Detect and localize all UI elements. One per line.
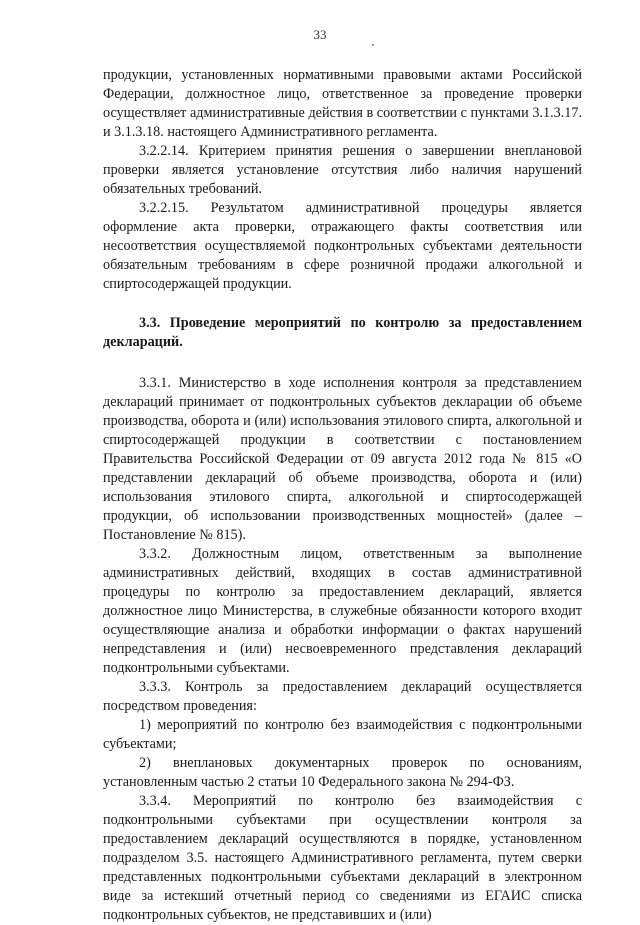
section-heading-3-3: 3.3. Проведение мероприятий по контролю за предоставлением деклараций. xyxy=(103,315,582,350)
list-item-1: 1) мероприятий по контролю без взаимодействия с подконтрольными субъектами; xyxy=(103,717,582,752)
scan-speck xyxy=(372,44,374,46)
paragraph-3-3-1: 3.3.1. Министерство в ходе исполнения контроля за представлением деклараций принимает от подконтрольных субъектов декларации об объеме производства, оборота и (или) использования этилового спирта, алкогольной и спиртосодержащей продукции в соответствии с постановлением Правительства Российской Федерации от 09 августа 2012 года № 815 «О представлении деклараций об объеме производства, оборота и (или) использования этилового спирта, алкогольной и спиртосодержащей продукции, об использовании производственных мощностей» (далее – Постановление № 815). xyxy=(103,375,582,543)
paragraph-3-3-4: 3.3.4. Мероприятий по контролю без взаимодействия с подконтрольными субъектами при осуществлении контроля за предоставлением деклараций осуществляются в порядке, установленном подразделом 3.5. настоящего Административного регламента, путем сверки представленных подконтрольными субъектами деклараций в электронном виде за истекший отчетный период со сведениями из ЕГАИС списка подконтрольных субъектов, не представивших и (или) xyxy=(103,793,582,923)
paragraph-3-3-2: 3.3.2. Должностным лицом, ответственным за выполнение административных действий, входящих в состав административной процедуры по контролю за предоставлением деклараций, является должностное лицо Министерства, в служебные обязанности которого входит осуществляющие анализа и обработки информации о фактах нарушений непредставления и (или) несвоевременного представления деклараций подконтрольными субъектами. xyxy=(103,546,582,676)
paragraph-continuation: продукции, установленных нормативными правовыми актами Российской Федерации, должностное лицо, ответственное за проведение проверки осуществляет административные действия в соответствии с пунктами 3.1.3.17. и 3.1.3.18. настоящего Административного регламента. xyxy=(103,67,582,140)
paragraph-3-2-2-14: 3.2.2.14. Критерием принятия решения о завершении внеплановой проверки является установление отсутствия либо наличия нарушений обязательных требований. xyxy=(103,143,582,197)
paragraph-3-3-3: 3.3.3. Контроль за предоставлением деклараций осуществляется посредством проведения: xyxy=(103,679,582,714)
list-item-2: 2) внеплановых документарных проверок по основаниям, установленным частью 2 статьи 10 Федерального закона № 294-ФЗ. xyxy=(103,755,582,790)
paragraph-3-2-2-15: 3.2.2.15. Результатом административной процедуры является оформление акта проверки, отражающего факты соответствия или несоответствия осуществляемой подконтрольных субъектами деятельности обязательным требованиям в сфере розничной продажи алкогольной и спиртосодержащей продукции. xyxy=(103,200,582,292)
page-number: 33 xyxy=(313,27,327,42)
document-body xyxy=(103,66,582,925)
